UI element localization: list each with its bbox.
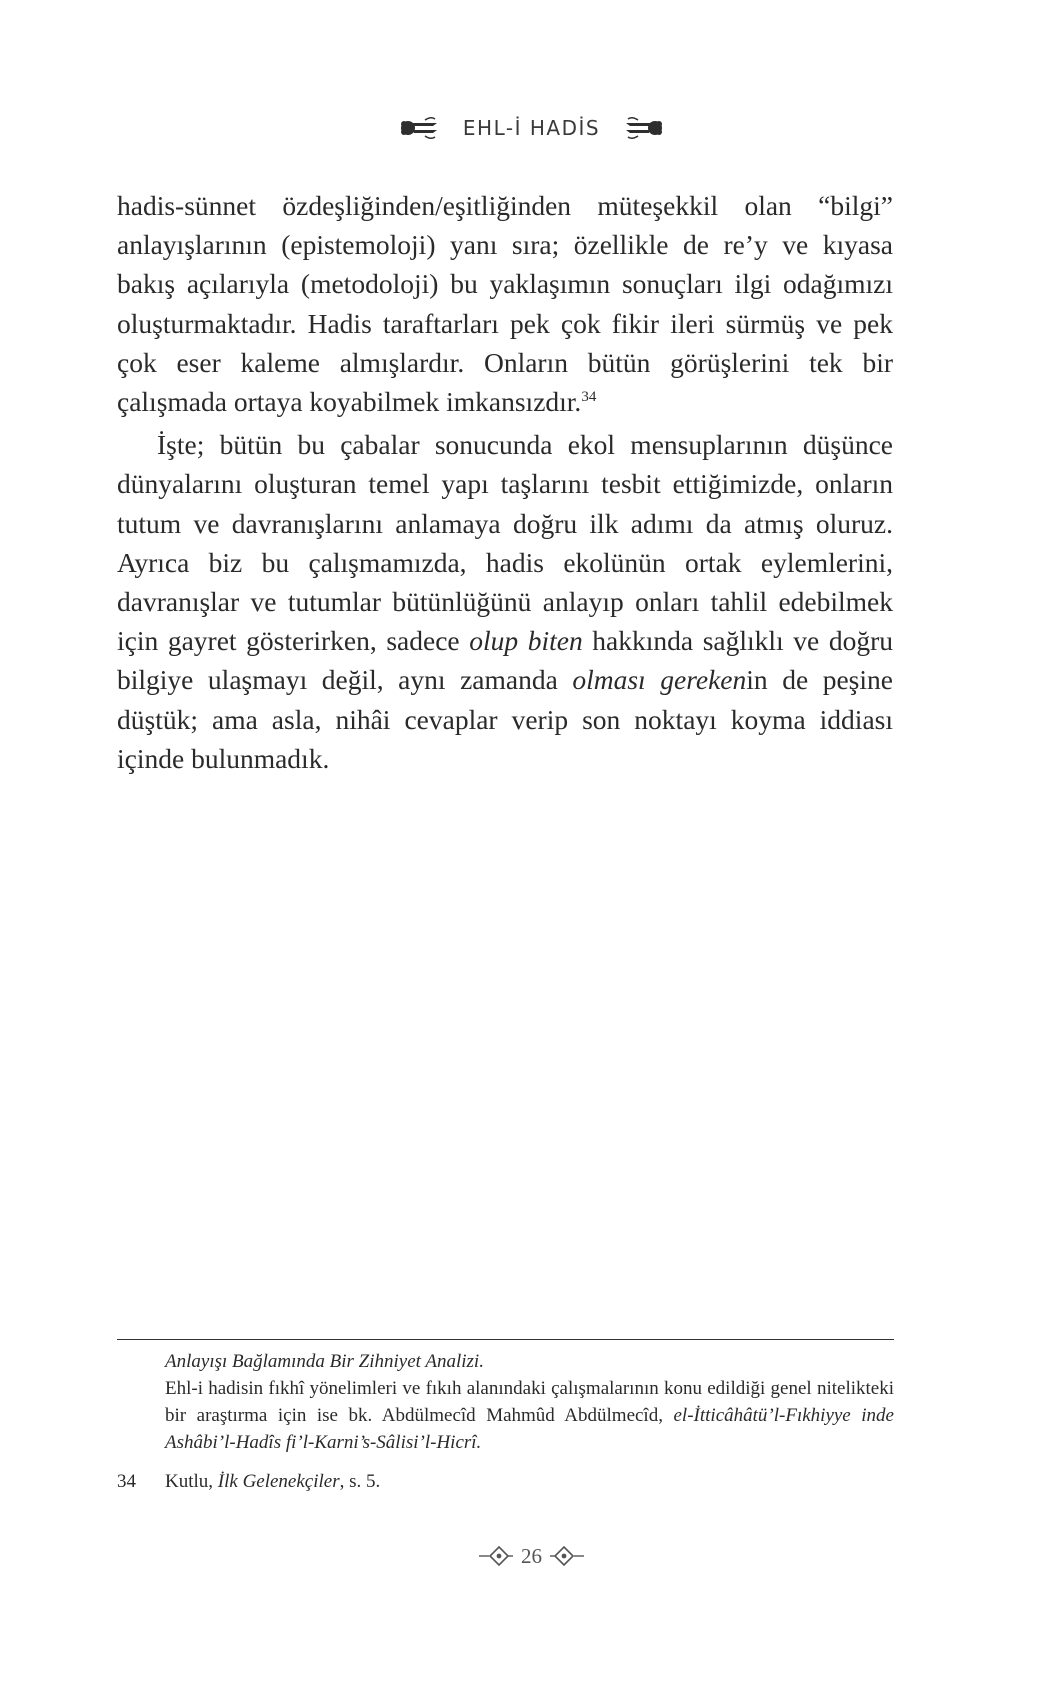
folio-left-ornament-icon: [479, 1545, 513, 1567]
main-text: [117, 186, 893, 778]
text-run: İşte; bütün bu çabalar sonucunda ekol mensuplarının düşünce dünyalarını oluşturan temel yapı taşlarını tesbit ettiğimizde, onların tutum ve davranışlarını anlamaya doğru ilk adımı da atmış oluruz. Ayrıca biz bu çalışmamızda, hadis ekolünün ortak eylemlerini, davranışlar ve tutumlar bütünlüğünü anlayıp onları tahlil edebilmek için gayret gösterirken, sadece: [117, 429, 893, 657]
italic-text: Anlayışı Bağlamında Bir Zihniyet Analizi.: [165, 1351, 484, 1372]
folio-right-ornament-icon: [550, 1545, 584, 1567]
italic-text: olması gereken: [572, 664, 747, 696]
text-run: hakkında sağlıklı ve doğru bilgiye ulaşmayı değil, aynı zamanda: [117, 625, 893, 696]
footnote-separator: [117, 1339, 894, 1340]
footnote-reference: 34: [581, 389, 597, 406]
footnote-continuation-line: [165, 1348, 894, 1375]
left-floral-ornament-icon: [399, 115, 441, 141]
footnote-item: [117, 1468, 894, 1495]
footnote-continuation-text: [165, 1375, 894, 1456]
footnotes: [117, 1348, 894, 1495]
footnote-continuation: [117, 1348, 894, 1456]
right-floral-ornament-icon: [622, 115, 664, 141]
footnote-text: [165, 1468, 380, 1495]
text-run: Ehl-i hadisin fıkhî yönelimleri ve fıkıh alanındaki çalışmalarının konu edildiği genel nitelikteki bir araştırma için ise bk. Abdülmecîd Mahmûd Abdülmecîd,: [165, 1378, 894, 1426]
page-folio: [0, 1541, 1063, 1571]
paragraph: [117, 186, 893, 421]
running-header-title: EHL-İ HADİS: [462, 116, 601, 140]
italic-text: İlk Gelenekçiler: [217, 1471, 340, 1492]
text-run: Kutlu,: [165, 1471, 218, 1492]
paragraph: [117, 425, 893, 778]
text-run: , s. 5.: [339, 1471, 381, 1492]
italic-text: el-İtticâhâtü’l-Fıkhiyye inde Ashâbi’l-Hadîs fi’l-Karni’s-Sâlisi’l-Hicrî.: [165, 1405, 894, 1453]
footnote-number: 34: [117, 1471, 136, 1492]
text-run: hadis-sünnet özdeşliğinden/eşitliğinden müteşekkil olan “bilgi” anlayışlarının (epistemoloji) yanı sıra; özellikle de re’y ve kıyasa bakış açılarıyla (metodoloji) bu yaklaşımın sonuçları ilgi odağımızı oluşturmaktadır. Hadis taraftarları pek çok fikir ileri sürmüş ve pek çok eser kaleme almışlardır. Onların bütün görüşlerini tek bir çalışmada ortaya koyabilmek imkansızdır.: [117, 190, 893, 418]
text-run: in de peşine düştük; ama asla, nihâi cevaplar verip son noktayı koyma iddiası içinde bulunmadık.: [117, 664, 893, 774]
italic-text: olup biten: [469, 625, 583, 657]
page-number: 26: [521, 1543, 542, 1568]
running-header: [0, 108, 1063, 148]
